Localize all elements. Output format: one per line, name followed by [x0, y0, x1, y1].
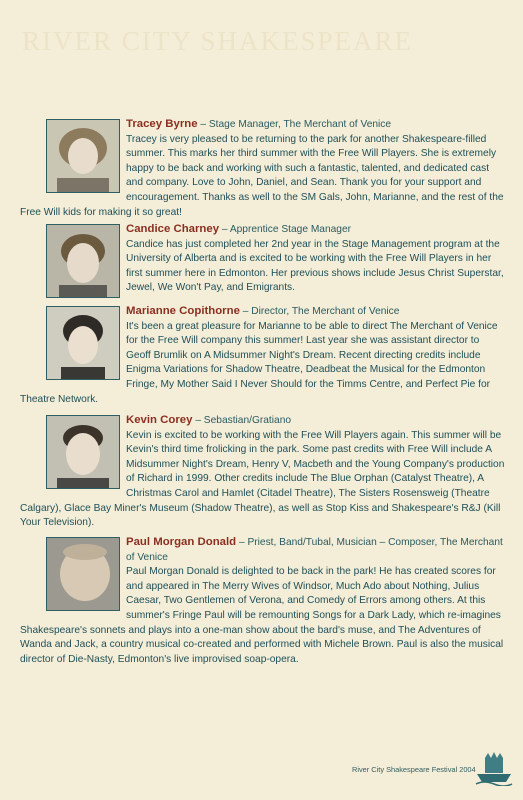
person-name: Tracey Byrne — [126, 118, 198, 130]
headshot-photo — [46, 306, 120, 380]
festival-footer: River City Shakespeare Festival 2004 — [352, 765, 476, 774]
person-role: – Priest, Band/Tubal, Musician – Composer, The Merchant of Venice — [126, 537, 503, 563]
person-name: Paul Morgan Donald — [126, 536, 237, 548]
person-role: – Stage Manager, The Merchant of Venice — [197, 119, 392, 130]
headshot-photo — [46, 224, 120, 298]
person-role: – Sebastian/Gratiano — [192, 415, 292, 426]
person-name: Kevin Corey — [126, 414, 193, 426]
headshot-photo — [46, 415, 120, 489]
bio-candice-charney — [20, 222, 506, 300]
bio-text: Paul Morgan Donald is delighted to be back in the park! He has created scores for and appeared in The Merry Wives of Windsor, Much Ado about Nothing, Julius Caesar, Two Gentlemen of Verona, and Comedy of Errors among others. At this summer's Fringe Paul will be remounting Songs for a Dark Lady, which re-imagines Shakespeare's sonnets and plays into a one-man show about the bard's muse, and The Adventures of Wanda and Jack, a country musical co-created and performed with Michele Brown. Paul is also the musical director of Die-Nasty, Edmonton's live improvised soap-opera. — [20, 566, 504, 665]
bio-tracey-byrne — [20, 117, 506, 220]
bio-text: Tracey is very pleased to be returning to the park for another Shakespeare-filled summer. This marks her third summer with the Free Will Players. She is extremely happy to be back and working with such a fantastic, talented, and dedicated cast and company. Love to John, Daniel, and Sean. Thank you for your support and encouragement. Thanks as well to the SM Gals, John, Marianne, and the rest of the Free Will kids for making it so great! — [20, 133, 504, 218]
bio-text: Kevin is excited to be working with the Free Will Players again. This summer will be Kevin's third time frolicking in the park. Some past credits with Free Will include A Midsummer Night's Dream, Henry V, Macbeth and the Young Company's production of Richard in 1999. Other credits include The Blue Orphan (Catalyst Theatre), A Christmas Carol and Hamlet (Citadel Theatre), The Sisters Rosensweig (Theatre Calgary), Glace Bay Miner's Museum (Shadow Theatre), as well as Stop Kiss and Shakespeare's R&J (Kill Your Television). — [20, 429, 505, 529]
bio-text: Candice has just completed her 2nd year in the Stage Management program at the University of Alberta and is excited to be working with the Free Will Players in her first summer here in Edmonton. Her previous shows include Jesus Christ Superstar, Jewel, We Won't Pay, and Emigrants. — [126, 238, 504, 294]
person-name: Candice Charney — [126, 223, 220, 235]
watermark-heading: RIVER CITY SHAKESPEARE — [22, 26, 414, 56]
bio-marianne-copithorne — [20, 304, 506, 407]
bio-text: It's been a great pleasure for Marianne to be able to direct The Merchant of Venice for the Free Will company this summer! Last year she was assistant director to Geoff Brumlik on A Midsummer Night's Dream. Recent directing credits include Enigma Variations for Shadow Theatre, Deadbeat the Musical for the Edmonton Fringe, My Mother Said I Never Should for the Timms Centre, and Perfect Pie for Theatre Network. — [20, 320, 498, 405]
person-role: – Director, The Merchant of Venice — [239, 306, 400, 317]
bio-paul-morgan-donald — [20, 535, 506, 667]
person-role: – Apprentice Stage Manager — [219, 224, 352, 235]
bio-kevin-corey — [20, 413, 506, 531]
person-name: Marianne Copithorne — [126, 305, 240, 317]
ship-logo-icon — [474, 748, 514, 786]
headshot-photo — [46, 537, 120, 611]
headshot-photo — [46, 119, 120, 193]
